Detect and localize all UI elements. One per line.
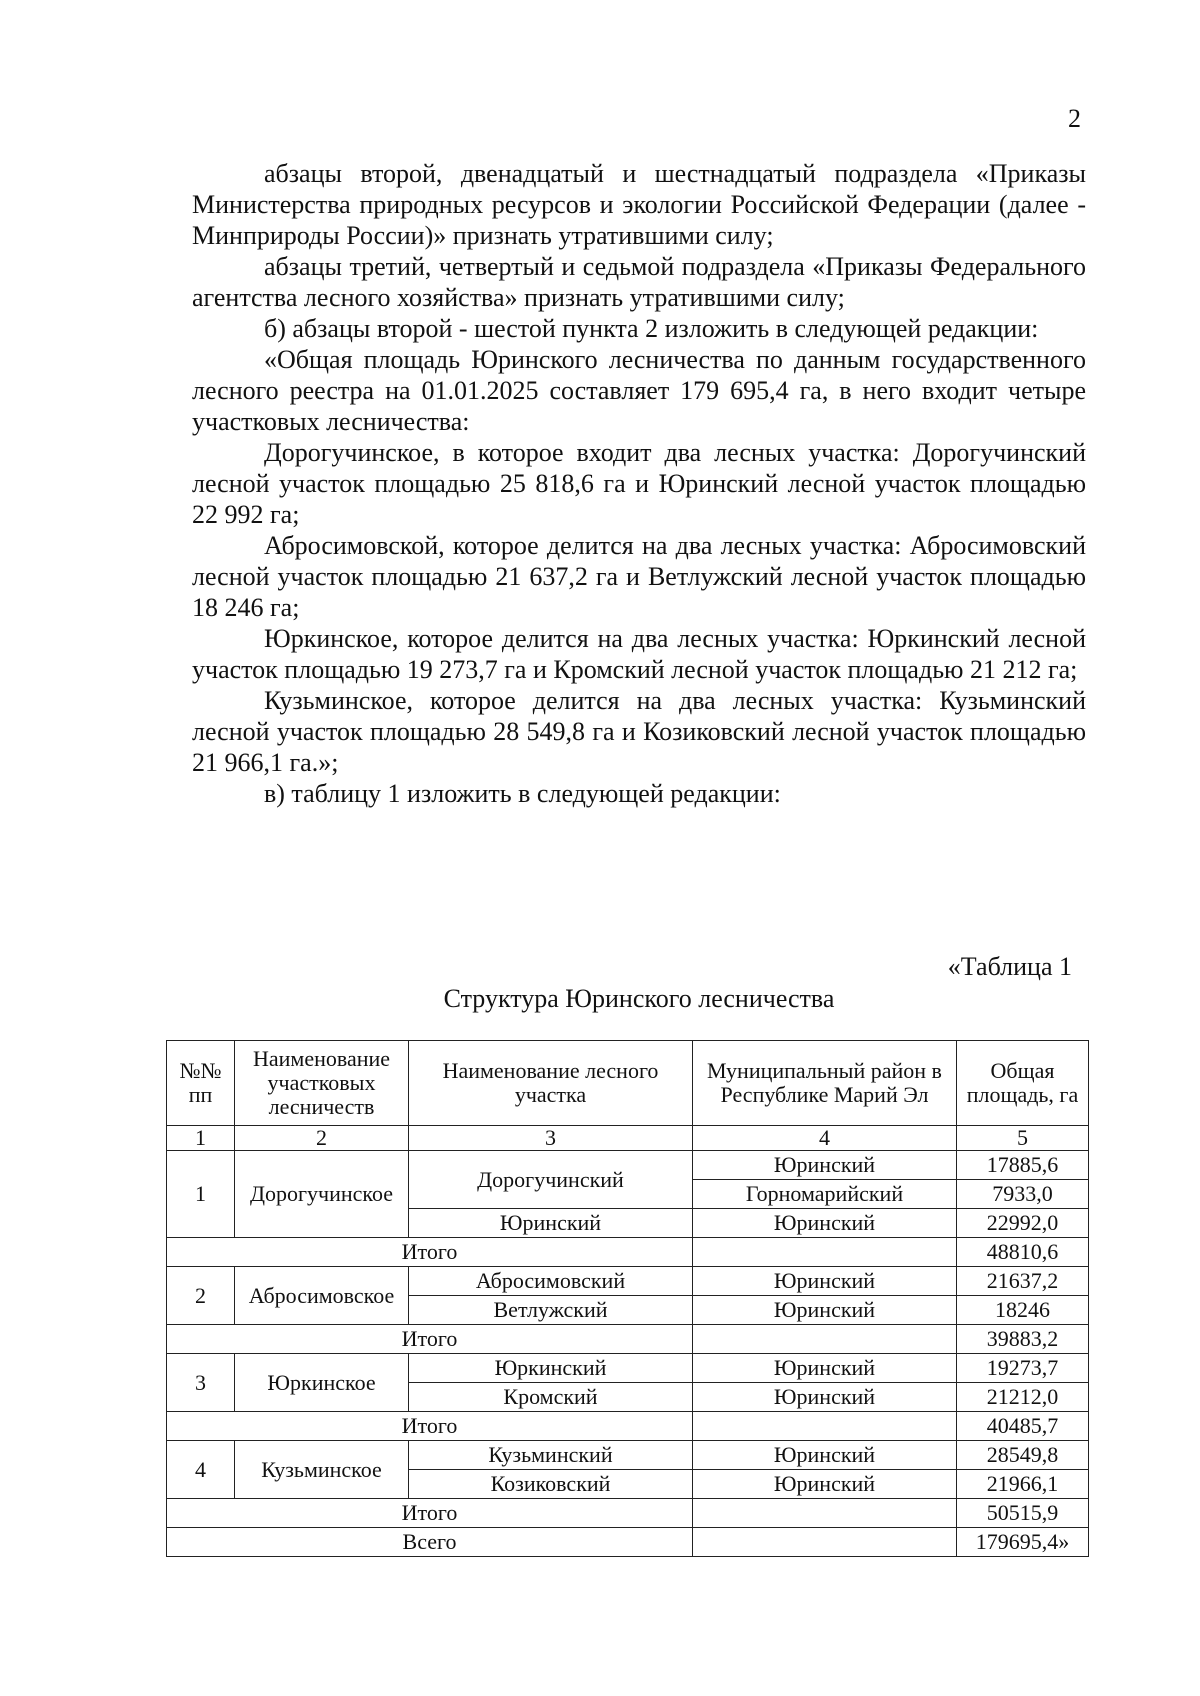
municipal-district: Юринский [693, 1470, 957, 1499]
paragraph: абзацы третий, четвертый и седьмой подраздела «Приказы Федерального агентства лесного хозяйства» признать утратившими силу; [192, 252, 1086, 312]
municipal-district: Юринский [693, 1209, 957, 1238]
paragraph: «Общая площадь Юринского лесничества по данным государственного лесного реестра на 01.01.2025 составляет 179 695,4 га, в него входит четыре участковых лесничества: [192, 345, 1086, 436]
area-value: 17885,6 [957, 1151, 1089, 1180]
column-number: 1 [167, 1126, 235, 1151]
column-number: 3 [409, 1126, 693, 1151]
area-value: 7933,0 [957, 1180, 1089, 1209]
forest-plot-name: Юринский [409, 1209, 693, 1238]
forestry-structure-table [166, 1040, 1089, 1557]
table-row [167, 1267, 1089, 1296]
district-forestry-name: Юркинское [235, 1354, 409, 1412]
table-title: Структура Юринского лесничества [443, 984, 835, 1013]
empty-cell [693, 1499, 957, 1528]
forest-plot-name: Дорогучинский [409, 1151, 693, 1209]
area-value: 21637,2 [957, 1267, 1089, 1296]
forest-plot-name: Кузьминский [409, 1441, 693, 1470]
body-text [192, 158, 1086, 809]
header-cell: Наименование участковых лесничеств [235, 1041, 409, 1126]
total-value: 179695,4» [957, 1528, 1089, 1557]
page-number: 2 [1068, 104, 1081, 133]
paragraph: б) абзацы второй - шестой пункта 2 изложить в следующей редакции: [264, 314, 1039, 343]
header-cell: Общая площадь, га [957, 1041, 1089, 1126]
area-value: 28549,8 [957, 1441, 1089, 1470]
subtotal-row [167, 1325, 1089, 1354]
row-number: 2 [167, 1267, 235, 1325]
total-label: Всего [167, 1528, 693, 1557]
subtotal-value: 40485,7 [957, 1412, 1089, 1441]
subtotal-row [167, 1238, 1089, 1267]
forest-plot-name: Юркинский [409, 1354, 693, 1383]
total-row [167, 1528, 1089, 1557]
table-header-row [167, 1041, 1089, 1126]
header-cell: Муниципальный район в Республике Марий Эл [693, 1041, 957, 1126]
paragraph: абзацы второй, двенадцатый и шестнадцатый подраздела «Приказы Министерства природных ресурсов и экологии Российской Федерации (далее - Минприроды России)» признать утратившими силу; [192, 159, 1086, 250]
municipal-district: Юринский [693, 1354, 957, 1383]
subtotal-value: 48810,6 [957, 1238, 1089, 1267]
area-value: 21966,1 [957, 1470, 1089, 1499]
column-number: 5 [957, 1126, 1089, 1151]
row-number: 4 [167, 1441, 235, 1499]
subtotal-value: 39883,2 [957, 1325, 1089, 1354]
empty-cell [693, 1528, 957, 1557]
subtotal-label: Итого [167, 1238, 693, 1267]
table-row [167, 1151, 1089, 1180]
row-number: 3 [167, 1354, 235, 1412]
table-row [167, 1441, 1089, 1470]
subtotal-row [167, 1412, 1089, 1441]
column-number: 2 [235, 1126, 409, 1151]
district-forestry-name: Кузьминское [235, 1441, 409, 1499]
table-label: «Таблица 1 [947, 952, 1072, 981]
forest-plot-name: Кромский [409, 1383, 693, 1412]
forest-plot-name: Ветлужский [409, 1296, 693, 1325]
area-value: 18246 [957, 1296, 1089, 1325]
municipal-district: Юринский [693, 1296, 957, 1325]
header-cell: Наименование лесного участка [409, 1041, 693, 1126]
empty-cell [693, 1412, 957, 1441]
forest-plot-name: Абросимовский [409, 1267, 693, 1296]
header-cell: №№ пп [167, 1041, 235, 1126]
paragraph: в) таблицу 1 изложить в следующей редакции: [264, 779, 781, 808]
column-number-row [167, 1126, 1089, 1151]
table-row [167, 1354, 1089, 1383]
municipal-district: Юринский [693, 1267, 957, 1296]
area-value: 21212,0 [957, 1383, 1089, 1412]
paragraph: Дорогучинское, в которое входит два лесных участка: Дорогучинский лесной участок площадью 25 818,6 га и Юринский лесной участок площадью 22 992 га; [192, 438, 1086, 529]
area-value: 19273,7 [957, 1354, 1089, 1383]
subtotal-label: Итого [167, 1412, 693, 1441]
subtotal-label: Итого [167, 1499, 693, 1528]
municipal-district: Юринский [693, 1441, 957, 1470]
municipal-district: Юринский [693, 1383, 957, 1412]
municipal-district: Горномарийский [693, 1180, 957, 1209]
column-number: 4 [693, 1126, 957, 1151]
subtotal-label: Итого [167, 1325, 693, 1354]
district-forestry-name: Абросимовское [235, 1267, 409, 1325]
paragraph: Абросимовской, которое делится на два лесных участка: Абросимовский лесной участок площадью 21 637,2 га и Ветлужский лесной участок площадью 18 246 га; [192, 531, 1086, 622]
subtotal-row [167, 1499, 1089, 1528]
forest-plot-name: Козиковский [409, 1470, 693, 1499]
paragraph: Юркинское, которое делится на два лесных участка: Юркинский лесной участок площадью 19 273,7 га и Кромский лесной участок площадью 21 212 га; [192, 624, 1086, 684]
paragraph: Кузьминское, которое делится на два лесных участка: Кузьминский лесной участок площадью 28 549,8 га и Козиковский лесной участок площадью 21 966,1 га.»; [192, 686, 1086, 777]
municipal-district: Юринский [693, 1151, 957, 1180]
row-number: 1 [167, 1151, 235, 1238]
subtotal-value: 50515,9 [957, 1499, 1089, 1528]
empty-cell [693, 1238, 957, 1267]
area-value: 22992,0 [957, 1209, 1089, 1238]
empty-cell [693, 1325, 957, 1354]
district-forestry-name: Дорогучинское [235, 1151, 409, 1238]
